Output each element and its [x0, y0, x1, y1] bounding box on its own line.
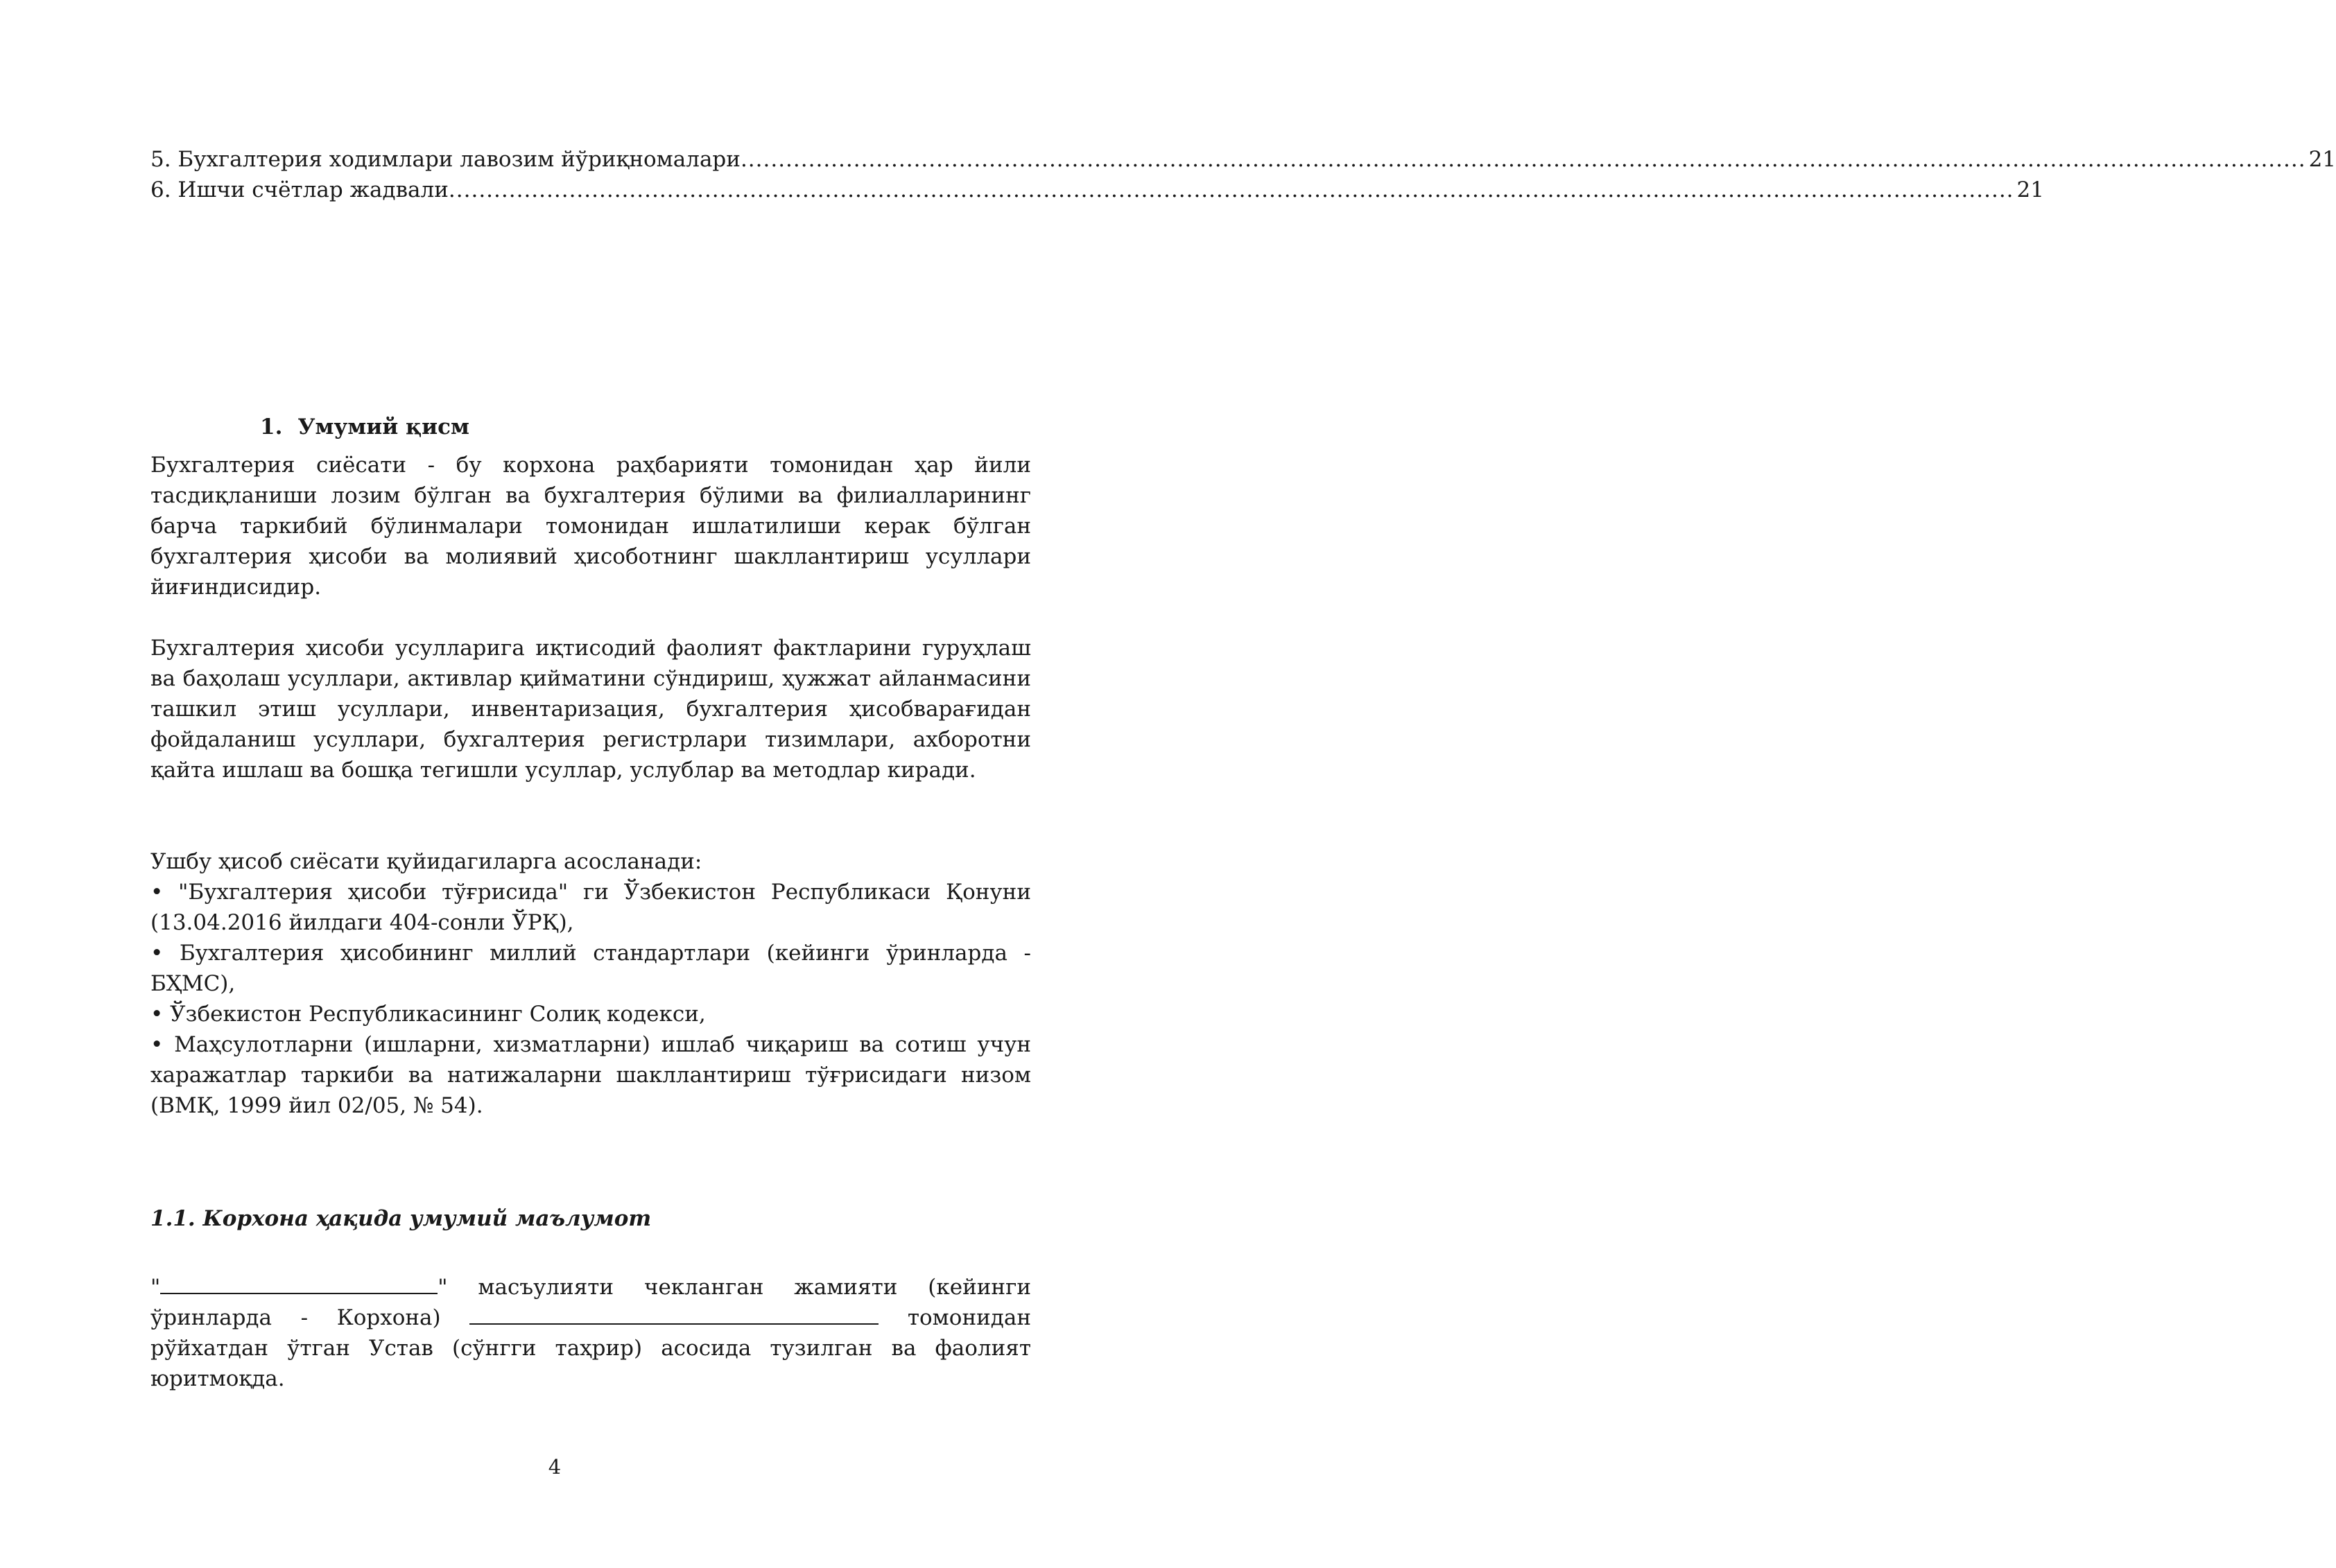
section-title-text: Умумий қисм: [297, 415, 469, 439]
paragraph-definition: Бухгалтерия сиёсати - бу корхона раҳбарияти томонидан ҳар йили тасдиқланиши лозим бўлган ва бухгалтерия бўлими ва филиалларининг барча таркибий бўлинмалари томонидан ишлатилиши керак бўлган бухгалтерия ҳисоби ва молиявий ҳисоботнинг шакллантириш усуллари йиғиндисидир.: [150, 453, 1031, 600]
section-heading: [260, 412, 469, 442]
toc-entry-label: 5. Бухгалтерия ходимлари лавозим йўриқномалари: [150, 147, 741, 172]
company-text-a: масъулияти чекланган жамияти (кейинги ўринларда - Корхона): [150, 1275, 1031, 1330]
paragraph-company-info: [150, 1272, 1031, 1394]
toc-leader-dots: ................................................................................................................................................................................................................: [448, 177, 2014, 202]
registrar-blank[interactable]: [469, 1304, 879, 1325]
quote-close: ": [438, 1275, 448, 1300]
toc-entry[interactable]: [150, 175, 2044, 205]
toc-entry-page: 21: [2016, 177, 2044, 202]
table-of-contents: [150, 144, 2336, 205]
list-item: • "Бухгалтерия ҳисоби тўғрисида" ги Ўзбекистон Республикаси Қонуни (13.04.2016 йилдаги 404-сонли ЎРҚ),: [150, 880, 1031, 935]
page-number: 4: [548, 1455, 562, 1479]
paragraph-methods: Бухгалтерия ҳисоби усулларига иқтисодий фаолият фактларини гуруҳлаш ва баҳолаш усуллари, активлар қийматини сўндириш, ҳужжат айланмасини ташкил этиш усуллари, инвентаризация, бухгалтерия ҳисобварағидан фойдаланиш усуллари, бухгалтерия регистрлари тизимлари, ахборотни қайта ишлаш ва бошқа тегишли усуллар, услублар ва методлар киради.: [150, 636, 1031, 783]
toc-entry-label: 6. Ишчи счётлар жадвали: [150, 177, 449, 202]
list-item: • Бухгалтерия ҳисобининг миллий стандартлари (кейинги ўринларда - БҲМС),: [150, 941, 1031, 996]
company-name-blank[interactable]: [160, 1273, 438, 1294]
basis-list: [150, 846, 1031, 1121]
section-number: 1.: [260, 415, 283, 439]
list-item: • Маҳсулотларни (ишларни, хизматларни) ишлаб чиқариш ва сотиш учун харажатлар таркиби ва натижаларни шакллантириш тўғрисидаги низом (ВМҚ, 1999 йил 02/05, № 54).: [150, 1032, 1031, 1118]
toc-entry-page: 21: [2308, 147, 2336, 172]
toc-leader-dots: ................................................................................................................................................................................................................: [740, 147, 2306, 172]
list-item: • Ўзбекистон Республикасининг Солиқ кодекси,: [150, 1002, 706, 1027]
company-text-b: томонидан рўйхатдан ўтган Устав (сўнгги таҳрир) асосида тузилган ва фаолият юритмоқда.: [150, 1305, 1032, 1391]
basis-intro: Ушбу ҳисоб сиёсати қуйидагиларга асосланади:: [150, 849, 702, 874]
subsection-heading: 1.1. Корхона ҳақида умумий маълумот: [150, 1206, 652, 1231]
toc-entry[interactable]: [150, 144, 2336, 175]
quote-open: ": [150, 1275, 161, 1300]
